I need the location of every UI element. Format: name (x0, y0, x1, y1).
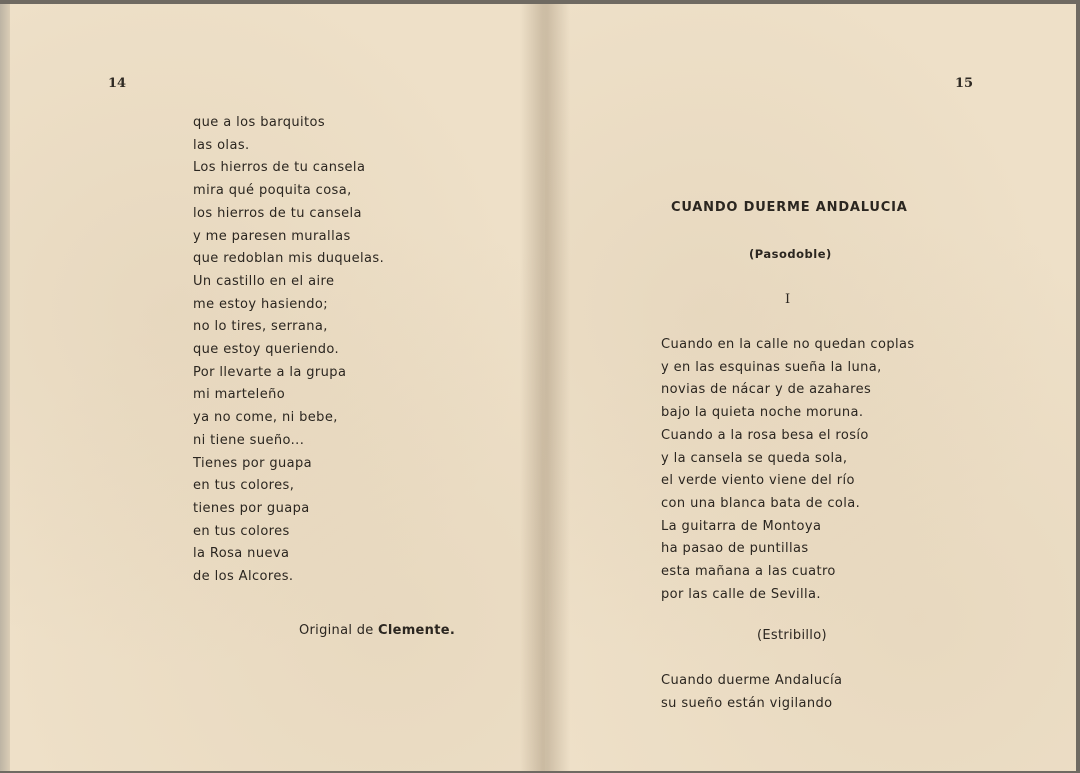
poem-line: me estoy hasiendo; (193, 296, 329, 312)
right-page (545, 4, 1076, 771)
poem-line: bajo la quieta noche moruna. (661, 405, 864, 421)
poem-line: Cuando a la rosa besa el rosío (661, 427, 869, 443)
estribillo-label: (Estribillo) (757, 628, 827, 643)
poem-line: no lo tires, serrana, (193, 319, 328, 335)
poem-line: que estoy queriendo. (193, 342, 340, 358)
poem-line: ya no come, ni bebe, (193, 410, 338, 426)
poem-line: y la cansela se queda sola, (661, 450, 848, 466)
signature-author: Clemente. (378, 623, 456, 638)
estribillo-poem (661, 670, 842, 715)
poem-line: Cuando en la calle no quedan coplas (661, 337, 915, 352)
poem-line: y me paresen murallas (193, 228, 351, 244)
poem-line: tienes por guapa (193, 500, 310, 516)
book-gutter (520, 4, 570, 771)
left-page (10, 4, 545, 771)
poem-line: Por llevarte a la grupa (193, 364, 347, 380)
song-subtitle: (Pasodoble) (749, 247, 832, 261)
poem-line: La guitarra de Montoya (661, 518, 822, 534)
right-poem (661, 334, 915, 606)
section-number: I (785, 292, 791, 307)
poem-line: su sueño están vigilando (661, 695, 833, 711)
page-number-left: 14 (108, 76, 127, 91)
poem-line: el verde viento viene del río (661, 473, 855, 489)
left-poem (193, 112, 384, 589)
page-number-right: 15 (955, 76, 974, 91)
poem-line: que a los barquitos (193, 115, 326, 130)
poem-line: y en las esquinas sueña la luna, (661, 359, 882, 375)
poem-line: en tus colores, (193, 478, 295, 494)
poem-line: esta mañana a las cuatro (661, 564, 836, 580)
poem-line: Los hierros de tu cansela (193, 160, 366, 176)
poem-line: Tienes por guapa (193, 455, 313, 471)
poem-line: Cuando duerme Andalucía (661, 673, 843, 688)
poem-line: con una blanca bata de cola. (661, 495, 861, 511)
poem-line: ha pasao de puntillas (661, 541, 809, 557)
poem-line: mi marteleño (193, 387, 286, 403)
signature (299, 623, 455, 638)
poem-line: las olas. (193, 137, 250, 153)
poem-line: mira qué poquita cosa, (193, 183, 352, 199)
poem-line: de los Alcores. (193, 569, 294, 585)
poem-line: que redoblan mis duquelas. (193, 251, 385, 267)
poem-line: la Rosa nueva (193, 546, 290, 562)
poem-line: Un castillo en el aire (193, 273, 335, 289)
poem-line: en tus colores (193, 523, 290, 539)
poem-line: por las calle de Sevilla. (661, 586, 821, 602)
song-title: CUANDO DUERME ANDALUCIA (671, 200, 908, 215)
poem-line: novias de nácar y de azahares (661, 382, 872, 398)
poem-line: ni tiene sueño... (193, 432, 305, 448)
signature-prefix: Original de (299, 623, 374, 638)
poem-line: los hierros de tu cansela (193, 205, 362, 221)
